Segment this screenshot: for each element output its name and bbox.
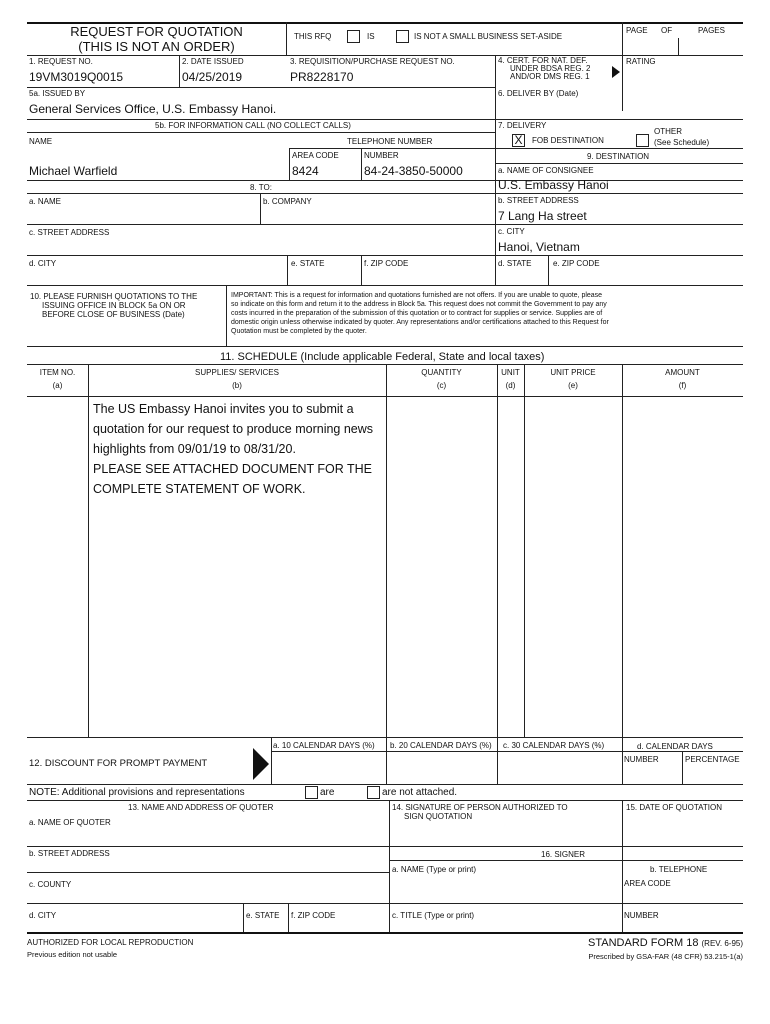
rule <box>271 751 743 752</box>
telephone-number-label: TELEPHONE NUMBER <box>347 137 433 146</box>
rule <box>260 193 261 224</box>
of-label: OF <box>661 26 673 35</box>
date-of-quotation-label: 15. DATE OF QUOTATION <box>626 803 723 812</box>
requisition-value[interactable]: PR8228170 <box>290 70 354 84</box>
cert-arrow-icon <box>612 66 620 78</box>
this-rfq-label: THIS RFQ <box>294 32 332 41</box>
are-label: are <box>320 787 335 798</box>
see-schedule-label: (See Schedule) <box>654 138 710 147</box>
form-title <box>27 24 286 54</box>
to-label: 8. TO: <box>250 183 272 192</box>
cert-line1: 4. CERT. FOR NAT. DEF. <box>498 56 588 65</box>
to-city-label: d. CITY <box>29 259 57 268</box>
furnish-line1: 10. PLEASE FURNISH QUOTATIONS TO THE <box>30 292 198 301</box>
page-label: PAGE <box>626 26 648 35</box>
quoter-state-label: e. STATE <box>246 911 280 920</box>
rule <box>361 255 362 285</box>
date-issued-value[interactable]: 04/25/2019 <box>182 70 243 84</box>
signer-number-label: NUMBER <box>624 911 659 920</box>
discount-arrow-icon <box>253 748 269 780</box>
rule <box>682 751 683 784</box>
standard-form-name: STANDARD FORM 18 <box>588 937 699 949</box>
small-business-is-checkbox[interactable] <box>347 30 360 43</box>
rule <box>27 193 495 194</box>
area-code-label: AREA CODE <box>292 151 339 160</box>
consignee-label: a. NAME OF CONSIGNEE <box>498 166 594 175</box>
col-unit-sub: (d) <box>505 381 516 390</box>
rule <box>361 148 362 180</box>
form-revision: (REV. 6-95) <box>701 939 743 948</box>
signer-label: 16. SIGNER <box>541 850 586 859</box>
to-zip-label: f. ZIP CODE <box>364 259 409 268</box>
cert-line2: UNDER BDSA REG. 2 <box>510 64 591 73</box>
rule <box>27 285 743 286</box>
calendar-days-label: d. CALENDAR DAYS <box>637 742 713 751</box>
form-identifier <box>560 937 743 949</box>
other-delivery-checkbox[interactable] <box>636 134 649 147</box>
is-label: IS <box>367 32 375 41</box>
signature-line1: 14. SIGNATURE OF PERSON AUTHORIZED TO <box>392 803 568 812</box>
description-line: The US Embassy Hanoi invites you to submit a <box>93 402 354 416</box>
fob-destination-checkbox[interactable]: X <box>512 134 525 147</box>
schedule-title: 11. SCHEDULE (Include applicable Federal, State and local taxes) <box>220 351 545 363</box>
signer-title-label: c. TITLE (Type or print) <box>392 911 475 920</box>
col-amount-label: AMOUNT <box>665 368 700 377</box>
rule <box>27 737 743 738</box>
discount-30-days-label: c. 30 CALENDAR DAYS (%) <box>503 741 605 750</box>
rule <box>27 903 743 904</box>
signer-name-label: a. NAME (Type or print) <box>392 865 477 874</box>
important-line1: IMPORTANT: This is a request for information and quotations furnished are not offers. If you are unable to quote, please <box>231 292 603 299</box>
title-line1: REQUEST FOR QUOTATION <box>70 24 243 39</box>
small-business-is-not-checkbox[interactable] <box>396 30 409 43</box>
col-item-no-header <box>27 368 88 390</box>
are-not-label: are not attached. <box>382 787 458 798</box>
quoter-address-label: 13. NAME AND ADDRESS OF QUOTER <box>128 803 274 812</box>
issued-by-value[interactable]: General Services Office, U.S. Embassy Hanoi. <box>29 102 277 116</box>
rule <box>678 38 679 55</box>
to-street-label: c. STREET ADDRESS <box>29 228 110 237</box>
important-line5: Quotation must be completed by the quoter. <box>231 328 367 335</box>
important-line2: so indicate on this form and return it to the address in Block 5a. This request does not commit the Government to pay any <box>231 301 607 308</box>
col-unit-price-header <box>524 368 622 390</box>
quoter-county-label: c. COUNTY <box>29 880 72 889</box>
rule <box>27 180 743 181</box>
important-line4: domestic origin unless otherwise indicated by quoter. Any representations and/or certifications attached to this Request for <box>231 319 609 326</box>
prescribed-by: Prescribed by GSA-FAR (48 CFR) 53.215-1(a) <box>588 952 743 961</box>
deliver-by-label: 6. DELIVER BY (Date) <box>498 89 579 98</box>
schedule-description[interactable] <box>93 399 373 499</box>
col-amount-sub: (f) <box>678 381 687 390</box>
col-quantity-header <box>386 368 497 390</box>
dest-state-label: d. STATE <box>498 259 532 268</box>
previous-edition: Previous edition not usable <box>27 950 118 959</box>
col-unit-price-sub: (e) <box>568 381 578 390</box>
rule <box>27 872 389 873</box>
signer-area-code-label: AREA CODE <box>624 879 671 888</box>
discount-10-days-label: a. 10 CALENDAR DAYS (%) <box>273 741 375 750</box>
rule <box>495 148 743 149</box>
phone-number-value[interactable]: 84-24-3850-50000 <box>364 164 463 178</box>
description-line: highlights from 09/01/19 to 08/31/20. <box>93 442 296 456</box>
quoter-city-label: d. CITY <box>29 911 57 920</box>
cert-nat-def-label <box>498 57 590 81</box>
date-issued-label: 2. DATE ISSUED <box>182 57 244 66</box>
col-quantity-sub: (c) <box>436 381 447 390</box>
dest-city-label: c. CITY <box>498 227 525 236</box>
rule <box>622 22 623 111</box>
note-text: NOTE: Additional provisions and representations <box>29 787 245 798</box>
cert-line3: AND/OR DMS REG. 1 <box>510 72 590 81</box>
to-company-label: b. COMPANY <box>263 197 312 206</box>
rule <box>226 285 227 346</box>
rule <box>27 346 743 347</box>
rule <box>289 148 290 180</box>
discount-prompt-payment-label: 12. DISCOUNT FOR PROMPT PAYMENT <box>29 758 208 769</box>
rule <box>622 800 623 933</box>
rule <box>27 396 743 397</box>
destination-label: 9. DESTINATION <box>587 152 650 161</box>
rule <box>389 800 390 933</box>
rule <box>389 860 743 861</box>
provisions-are-checkbox[interactable] <box>305 786 318 799</box>
issued-by-label: 5a. ISSUED BY <box>29 89 86 98</box>
dest-city-value[interactable]: Hanoi, Vietnam <box>498 240 580 254</box>
rule <box>497 364 498 784</box>
col-supplies-label: SUPPLIES/ SERVICES <box>195 368 279 377</box>
to-state-label: e. STATE <box>291 259 325 268</box>
rule <box>548 255 549 285</box>
form-border-bottom <box>27 932 743 934</box>
rule <box>27 224 743 225</box>
description-line: quotation for our request to produce morning news <box>93 422 374 436</box>
delivery-label: 7. DELIVERY <box>498 121 547 130</box>
request-no-label: 1. REQUEST NO. <box>29 57 93 66</box>
rule <box>27 255 743 256</box>
rule <box>495 163 743 164</box>
rule <box>27 55 743 56</box>
col-item-no-label: ITEM NO. <box>39 368 76 377</box>
description-line: COMPLETE STATEMENT OF WORK. <box>93 482 306 496</box>
rule <box>179 55 180 87</box>
description-line: PLEASE SEE ATTACHED DOCUMENT FOR THE <box>93 462 372 476</box>
rule <box>27 800 743 801</box>
furnish-line3: BEFORE CLOSE OF BUSINESS (Date) <box>42 310 185 319</box>
dest-street-label: b. STREET ADDRESS <box>498 196 579 205</box>
authorized-reproduction: AUTHORIZED FOR LOCAL REPRODUCTION <box>27 938 194 947</box>
rule <box>622 364 623 784</box>
col-supplies-sub: (b) <box>232 381 242 390</box>
rating-label: RATING <box>626 57 656 66</box>
col-supplies-header <box>88 368 386 390</box>
quoter-street-label: b. STREET ADDRESS <box>29 849 110 858</box>
col-unit-price-label: UNIT PRICE <box>550 368 596 377</box>
important-line3: costs incurred in the preparation of the submission of this quotation or to contract for supplies or service. Supplies are of <box>231 310 603 317</box>
rule <box>288 903 289 933</box>
dest-street-value[interactable]: 7 Lang Ha street <box>498 209 587 223</box>
provisions-are-not-checkbox[interactable] <box>367 786 380 799</box>
rule <box>289 148 495 149</box>
rule <box>287 255 288 285</box>
rule <box>27 132 495 133</box>
quoter-zip-label: f. ZIP CODE <box>291 911 336 920</box>
pages-label: PAGES <box>698 26 725 35</box>
dest-zip-label: e. ZIP CODE <box>553 259 600 268</box>
discount-20-days-label: b. 20 CALENDAR DAYS (%) <box>390 741 492 750</box>
furnish-line2: ISSUING OFFICE IN BLOCK 5a ON OR <box>42 301 186 310</box>
important-notice <box>231 291 609 336</box>
area-code-value[interactable]: 8424 <box>292 164 319 178</box>
signature-line2: SIGN QUOTATION <box>404 812 473 821</box>
consignee-value[interactable]: U.S. Embassy Hanoi <box>498 178 609 192</box>
rule <box>286 22 287 55</box>
rule <box>27 119 743 120</box>
col-amount-header <box>622 368 743 390</box>
signature-label <box>392 803 568 821</box>
rule <box>27 846 743 847</box>
title-line2: (THIS IS NOT AN ORDER) <box>78 39 235 54</box>
discount-number-label: NUMBER <box>624 755 659 764</box>
to-name-label: a. NAME <box>29 197 62 206</box>
rule <box>27 87 495 88</box>
request-no-value[interactable]: 19VM3019Q0015 <box>29 70 124 84</box>
col-quantity-label: QUANTITY <box>421 368 462 377</box>
name-label: NAME <box>29 137 53 146</box>
number-label: NUMBER <box>364 151 399 160</box>
rule <box>495 193 743 194</box>
rule <box>386 364 387 784</box>
rule <box>27 364 743 365</box>
discount-percentage-label: PERCENTAGE <box>685 755 740 764</box>
furnish-quotations-label <box>30 292 197 319</box>
rule <box>27 784 743 785</box>
is-not-small-business-label: IS NOT A SMALL BUSINESS SET-ASIDE <box>414 32 563 41</box>
contact-name-value[interactable]: Michael Warfield <box>29 164 118 178</box>
rule <box>88 364 89 737</box>
rule <box>243 903 244 933</box>
quoter-name-label: a. NAME OF QUOTER <box>29 818 111 827</box>
rule <box>524 364 525 737</box>
rule <box>495 55 496 285</box>
other-label: OTHER <box>654 127 682 136</box>
col-unit-label: UNIT <box>501 368 520 377</box>
fob-destination-label: FOB DESTINATION <box>532 136 604 145</box>
info-call-label: 5b. FOR INFORMATION CALL (NO COLLECT CALLS) <box>155 121 351 130</box>
col-unit-header <box>497 368 524 390</box>
signer-telephone-label: b. TELEPHONE <box>650 865 708 874</box>
requisition-label: 3. REQUISITION/PURCHASE REQUEST NO. <box>290 57 455 66</box>
col-item-no-sub: (a) <box>52 381 63 390</box>
rule <box>271 737 272 784</box>
